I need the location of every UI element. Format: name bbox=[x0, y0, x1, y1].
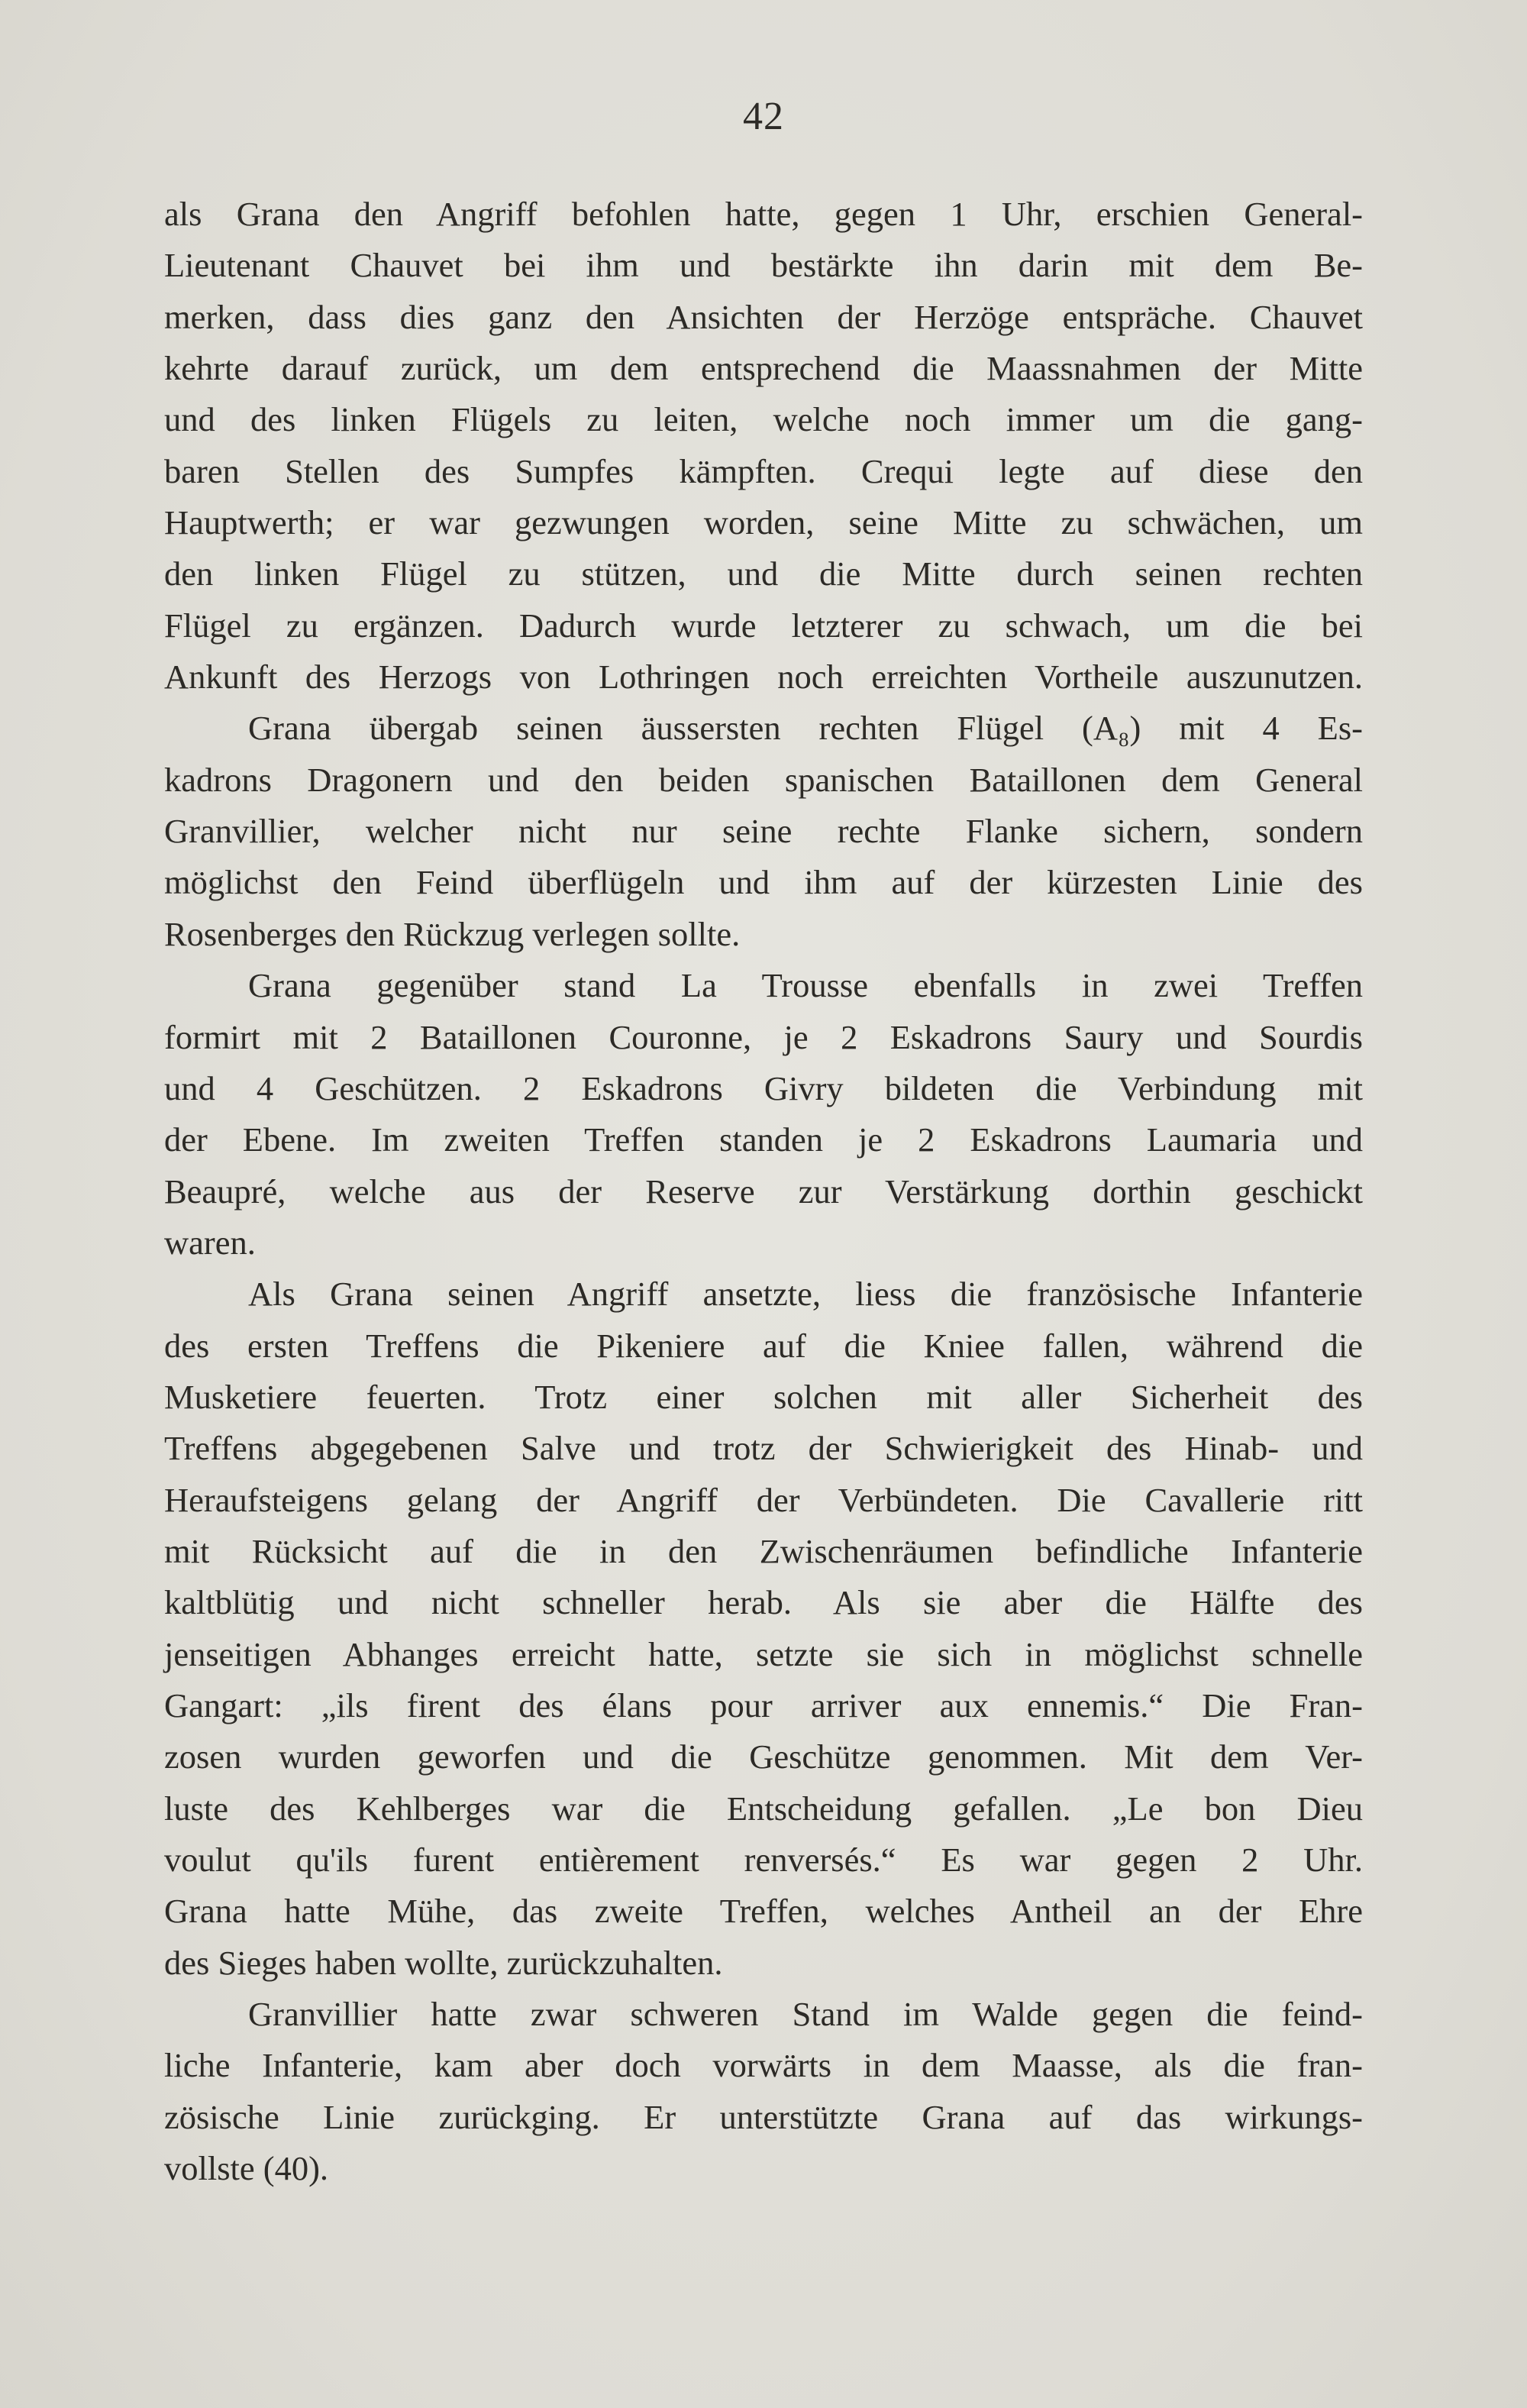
text-line: als Grana den Angriff befohlen hatte, gegen 1 Uhr, erschien General- bbox=[164, 195, 1363, 233]
text-line: zosen wurden geworfen und die Geschütze genommen. Mit dem Ver- bbox=[164, 1737, 1363, 1776]
text-line: Treffens abgegebenen Salve und trotz der Schwierigkeit des Hinab- und bbox=[164, 1429, 1363, 1468]
text-line: Granvillier, welcher nicht nur seine rechte Flanke sichern, sondern bbox=[164, 812, 1363, 851]
text-line: Flügel zu ergänzen. Dadurch wurde letzterer zu schwach, um die bei bbox=[164, 606, 1363, 645]
text-line: kaltblütig und nicht schneller herab. Als sie aber die Hälfte des bbox=[164, 1583, 1363, 1622]
text-line: Beaupré, welche aus der Reserve zur Verstärkung dorthin geschickt bbox=[164, 1172, 1363, 1210]
text-line: des ersten Treffens die Pikeniere auf die Kniee fallen, während die bbox=[164, 1326, 1363, 1365]
text-line: jenseitigen Abhanges erreicht hatte, setzte sie sich in möglichst schnelle bbox=[164, 1634, 1363, 1673]
text-line: Hauptwerth; er war gezwungen worden, seine Mitte zu schwächen, um bbox=[164, 503, 1363, 542]
text-line: mit Rücksicht auf die in den Zwischenräumen befindliche Infanterie bbox=[164, 1531, 1363, 1570]
text-line: Ankunft des Herzogs von Lothringen noch erreichten Vortheile auszunutzen. bbox=[164, 658, 1363, 697]
text-line: möglichst den Feind überflügeln und ihm auf der kürzesten Linie des bbox=[164, 863, 1363, 902]
paragraph-4 bbox=[164, 1269, 1363, 1989]
text-line: formirt mit 2 Bataillonen Couronne, je 2 Eskadrons Saury und Sourdis bbox=[164, 1017, 1363, 1056]
text-line: kadrons Dragonern und den beiden spanischen Bataillonen dem General bbox=[164, 760, 1363, 799]
text-line: vollste (40). bbox=[164, 2149, 329, 2188]
paragraph-1 bbox=[164, 189, 1363, 703]
text-line: Lieutenant Chauvet bei ihm und bestärkte ihn darin mit dem Be- bbox=[164, 246, 1363, 285]
text-line: Granvillier hatte zwar schweren Stand im Walde gegen die feind- bbox=[248, 1995, 1363, 2034]
text-line: merken, dass dies ganz den Ansichten der Herzöge entspräche. Chauvet bbox=[164, 297, 1363, 336]
text-line: und 4 Geschützen. 2 Eskadrons Givry bildeten die Verbindung mit bbox=[164, 1068, 1363, 1107]
paragraph-3 bbox=[164, 960, 1363, 1269]
text-line: kehrte darauf zurück, um dem entsprechend die Maassnahmen der Mitte bbox=[164, 349, 1363, 388]
text-line: baren Stellen des Sumpfes kämpften. Crequi legte auf diese den bbox=[164, 451, 1363, 490]
text-line: Gangart: „ils firent des élans pour arriver aux ennemis.“ Die Fran- bbox=[164, 1686, 1363, 1724]
paragraph-2 bbox=[164, 703, 1363, 960]
text-line: waren. bbox=[164, 1223, 256, 1262]
text-line: der Ebene. Im zweiten Treffen standen je 2 Eskadrons Laumaria und bbox=[164, 1120, 1363, 1159]
text-line: liche Infanterie, kam aber doch vorwärts in dem Maasse, als die fran- bbox=[164, 2046, 1363, 2085]
text-line: den linken Flügel zu stützen, und die Mitte durch seinen rechten bbox=[164, 554, 1363, 593]
text-line: Grana übergab seinen äussersten rechten Flügel (A₈) mit 4 Es- bbox=[248, 709, 1363, 748]
body-text bbox=[164, 189, 1363, 2194]
text-line: zösische Linie zurückging. Er unterstützte Grana auf das wirkungs- bbox=[164, 2097, 1363, 2136]
text-line: Grana gegenüber stand La Trousse ebenfalls in zwei Treffen bbox=[248, 966, 1363, 1005]
paragraph-5 bbox=[164, 1989, 1363, 2194]
text-line: voulut qu'ils furent entièrement renversés.“ Es war gegen 2 Uhr. bbox=[164, 1841, 1363, 1879]
text-line: Musketiere feuerten. Trotz einer solchen mit aller Sicherheit des bbox=[164, 1377, 1363, 1416]
text-line: luste des Kehlberges war die Entscheidung gefallen. „Le bon Dieu bbox=[164, 1789, 1363, 1828]
page-number: 42 bbox=[743, 95, 784, 138]
text-line: Grana hatte Mühe, das zweite Treffen, welches Antheil an der Ehre bbox=[164, 1892, 1363, 1931]
text-line: Heraufsteigens gelang der Angriff der Verbündeten. Die Cavallerie ritt bbox=[164, 1480, 1363, 1519]
text-line: Als Grana seinen Angriff ansetzte, liess die französische Infanterie bbox=[248, 1275, 1363, 1314]
text-line: des Sieges haben wollte, zurückzuhalten. bbox=[164, 1943, 723, 1982]
text-line: Rosenberges den Rückzug verlegen sollte. bbox=[164, 914, 741, 953]
text-line: und des linken Flügels zu leiten, welche noch immer um die gang- bbox=[164, 400, 1363, 439]
